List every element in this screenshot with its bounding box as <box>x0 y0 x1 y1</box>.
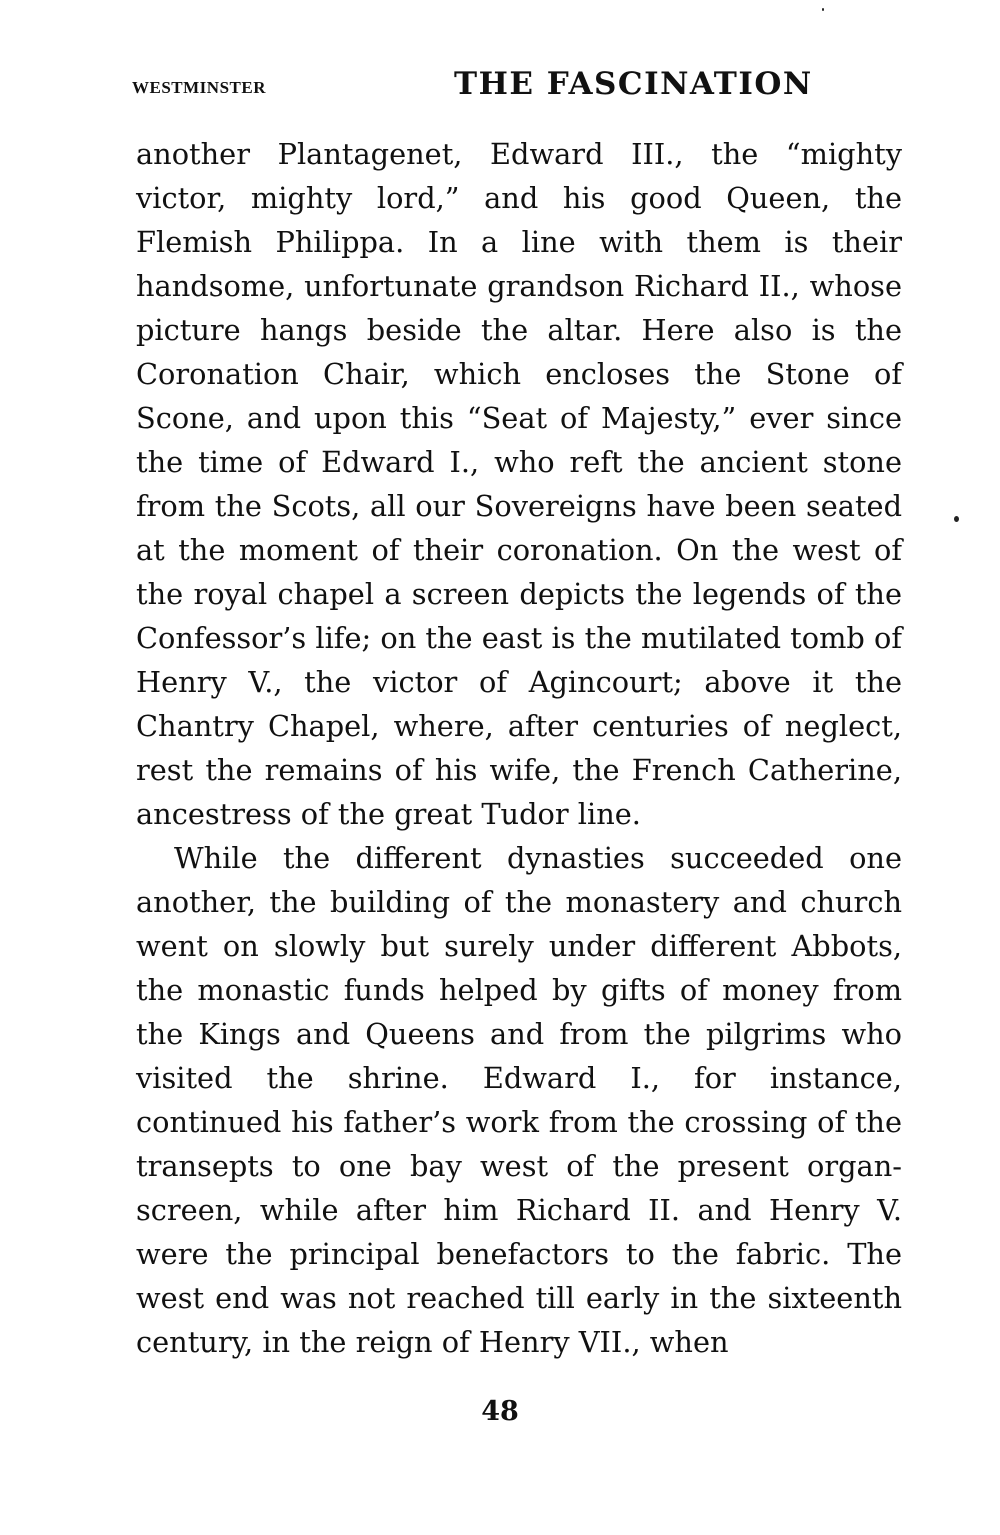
body-text <box>136 132 902 1364</box>
scan-speck <box>954 516 959 522</box>
running-head-section: WESTMINSTER <box>132 78 266 97</box>
running-head <box>132 66 904 106</box>
paragraph: another Plantagenet, Edward III., the “mighty victor, mighty lord,” and his good Queen, the Flemish Philippa. In a line with them is their handsome, unfortunate grandson Richard II., whose picture hangs beside the altar. Here also is the Coronation Chair, which encloses the Stone of Scone, and upon this “Seat of Majesty,” ever since the time of Edward I., who reft the ancient stone from the Scots, all our Sovereigns have been seated at the moment of their coronation. On the west of the royal chapel a screen depicts the legends of the Confessor’s life; on the east is the mutilated tomb of Henry V., the victor of Agincourt; above it the Chantry Chapel, where, after centuries of neglect, rest the remains of his wife, the French Catherine, ancestress of the great Tudor line. <box>136 137 902 831</box>
paragraph: While the different dynasties succeeded one another, the building of the monastery and church went on slowly but surely under different Abbots, the monastic funds helped by gifts of money from the Kings and Queens and from the pilgrims who visited the shrine. Edward I., for instance, continued his father’s work from the crossing of the transepts to one bay west of the present organ-screen, while after him Richard II. and Henry V. were the principal benefactors to the fabric. The west end was not reached till early in the sixteenth century, in the reign of Henry VII., when <box>136 841 902 1359</box>
page-number: 48 <box>481 1396 519 1427</box>
scan-speck <box>822 8 824 11</box>
running-head-title: THE FASCINATION <box>454 66 813 102</box>
